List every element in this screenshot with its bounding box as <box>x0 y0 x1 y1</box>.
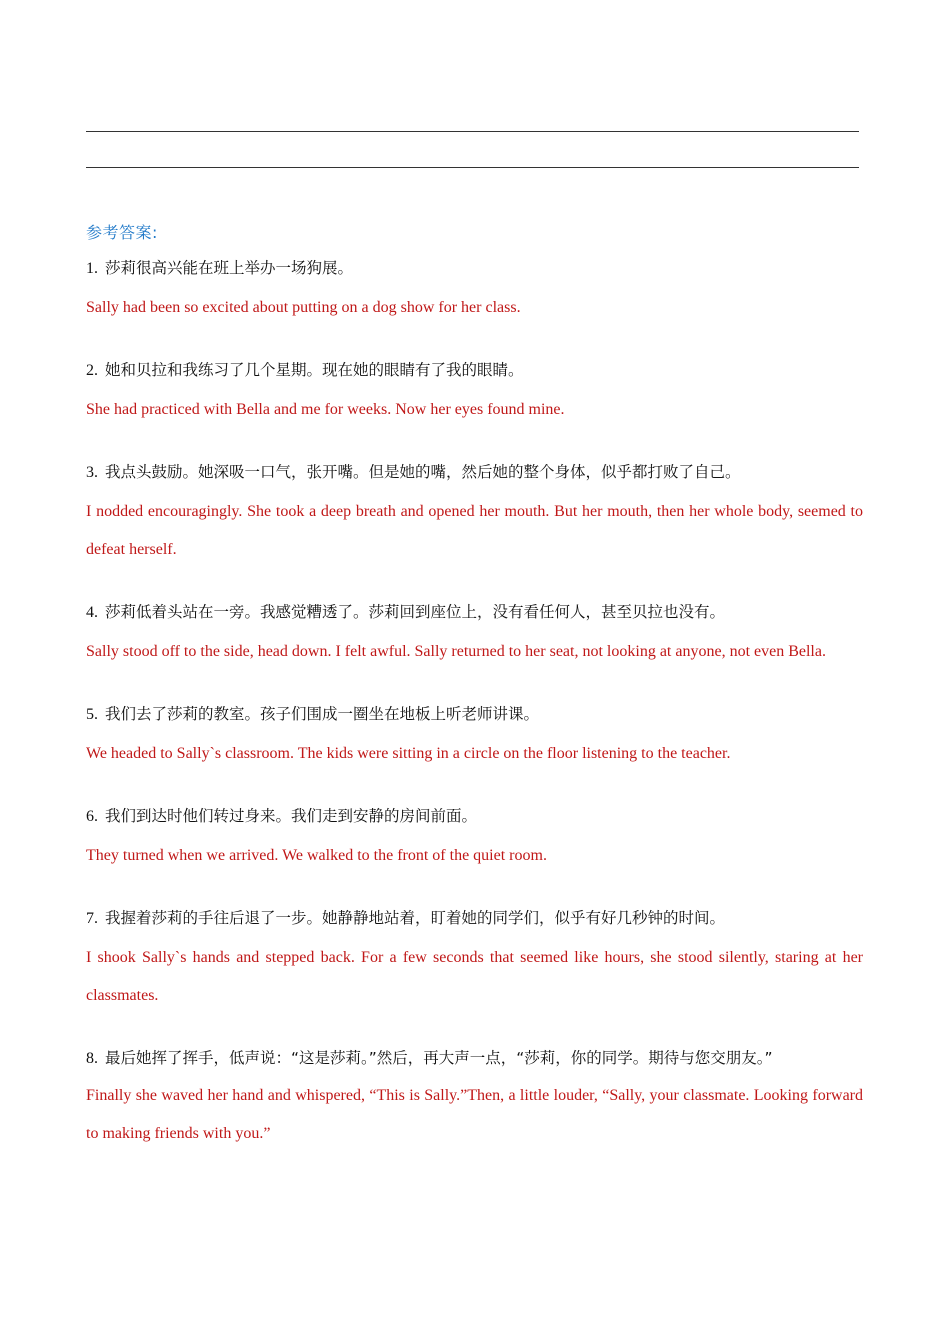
chinese-text: 我点头鼓励。她深吸一口气，张开嘴。但是她的嘴，然后她的整个身体，似乎都打败了自己。 <box>104 463 741 481</box>
item-number: 4. <box>86 604 98 621</box>
item-number: 1. <box>86 260 98 277</box>
item-number: 6. <box>86 808 98 825</box>
answer-item-8 <box>86 1040 863 1153</box>
item-number: 7. <box>86 910 98 927</box>
chinese-text: 最后她挥了挥手，低声说：“这是莎莉。”然后，再大声一点，“莎莉，你的同学。期待与您交朋友。” <box>104 1049 773 1067</box>
item-number: 3. <box>86 464 98 481</box>
answer-item-6 <box>86 804 863 875</box>
answer-list <box>86 256 863 1184</box>
english-translation: They turned when we arrived. We walked to the front of the quiet room. <box>86 847 547 864</box>
answer-blank-line-1 <box>86 131 859 132</box>
answer-item-3 <box>86 460 863 569</box>
chinese-text: 她和贝拉和我练习了几个星期。现在她的眼睛有了我的眼睛。 <box>104 361 524 379</box>
chinese-text: 我们去了莎莉的教室。孩子们围成一圈坐在地板上听老师讲课。 <box>104 705 539 723</box>
chinese-text: 我们到达时他们转过身来。我们走到安静的房间前面。 <box>104 807 477 825</box>
item-number: 5. <box>86 706 98 723</box>
answer-item-2 <box>86 358 863 429</box>
answer-item-7 <box>86 906 863 1015</box>
answer-item-5 <box>86 702 863 773</box>
answer-heading: 参考答案: <box>86 223 158 242</box>
chinese-sentence <box>86 804 863 829</box>
english-translation: She had practiced with Bella and me for weeks. Now her eyes found mine. <box>86 401 565 418</box>
english-translation: Sally had been so excited about putting on a dog show for her class. <box>86 299 521 316</box>
answer-item-1 <box>86 256 863 327</box>
chinese-sentence <box>86 1040 863 1077</box>
chinese-text: 莎莉低着头站在一旁。我感觉糟透了。莎莉回到座位上，没有看任何人，甚至贝拉也没有。 <box>104 603 725 621</box>
chinese-sentence <box>86 460 863 485</box>
item-number: 8. <box>86 1050 98 1067</box>
answer-blank-line-2 <box>86 167 859 168</box>
chinese-sentence <box>86 358 863 383</box>
item-number: 2. <box>86 362 98 379</box>
chinese-text: 我握着莎莉的手往后退了一步。她静静地站着，盯着她的同学们，似乎有好几秒钟的时间。 <box>104 909 725 927</box>
english-translation: Finally she waved her hand and whispered, “This is Sally.”Then, a little louder, “Sally, your classmate. Looking forward to making friends with you.” <box>86 1087 863 1142</box>
chinese-sentence <box>86 256 863 281</box>
chinese-text: 莎莉很高兴能在班上举办一场狗展。 <box>104 259 353 277</box>
chinese-sentence <box>86 600 863 625</box>
english-translation: I shook Sally`s hands and stepped back. For a few seconds that seemed like hours, she stood silently, staring at her classmates. <box>86 949 863 1004</box>
english-translation: We headed to Sally`s classroom. The kids were sitting in a circle on the floor listening to the teacher. <box>86 745 731 762</box>
answer-item-4 <box>86 600 863 671</box>
chinese-sentence <box>86 906 863 931</box>
english-translation: I nodded encouragingly. She took a deep breath and opened her mouth. But her mouth, then her whole body, seemed to defeat herself. <box>86 503 863 558</box>
english-translation: Sally stood off to the side, head down. I felt awful. Sally returned to her seat, not looking at anyone, not even Bella. <box>86 643 826 660</box>
chinese-sentence <box>86 702 863 727</box>
